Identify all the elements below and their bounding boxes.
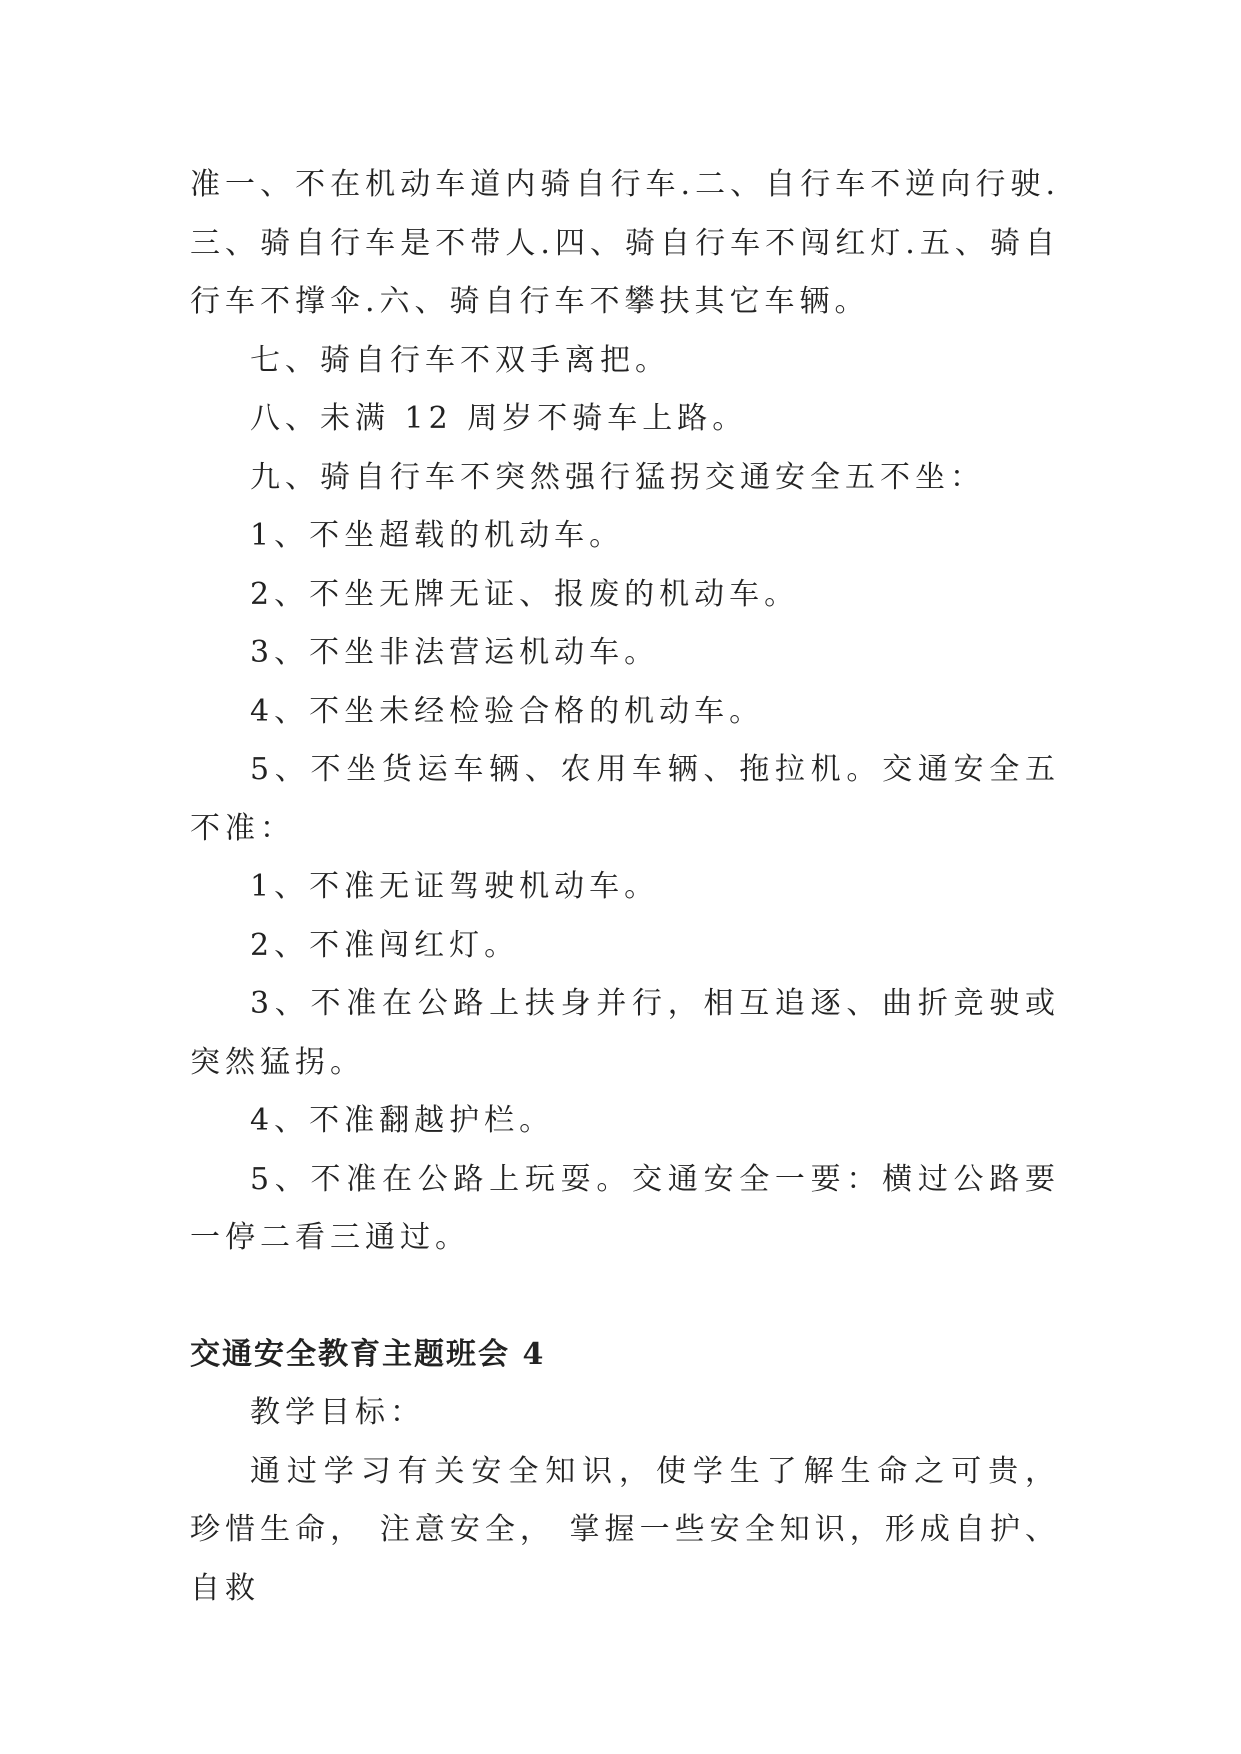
paragraph: 八、未满 12 周岁不骑车上路。 — [250, 401, 748, 436]
paragraph: 3、不坐非法营运机动车。 — [250, 635, 660, 670]
paragraph: 4、不坐未经检验合格的机动车。 — [250, 693, 765, 729]
paragraph: 3、不准在公路上扶身并行，相互追逐、曲折竞驶或突然猛拐。 — [190, 986, 1060, 1080]
document-body — [190, 156, 1060, 1618]
paragraph-group-rules — [190, 156, 1060, 1268]
paragraph: 2、不坐无牌无证、报废的机动车。 — [250, 576, 800, 612]
paragraph: 1、不准无证驾驶机动车。 — [250, 869, 660, 904]
paragraph: 七、骑自行车不双手离把。 — [250, 342, 670, 378]
paragraph: 教学目标： — [250, 1395, 425, 1430]
paragraph-group-lesson — [190, 1384, 1060, 1618]
paragraph: 5、不准在公路上玩耍。交通安全一要：横过公路要一停二看三通过。 — [190, 1161, 1060, 1255]
paragraph: 5、不坐货运车辆、农用车辆、拖拉机。交通安全五不准： — [190, 752, 1060, 846]
paragraph: 九、骑自行车不突然强行猛拐交通安全五不坐： — [250, 459, 985, 495]
paragraph: 1、不坐超载的机动车。 — [250, 518, 625, 553]
paragraph: 通过学习有关安全知识，使学生了解生命之可贵， 珍惜生命， 注意安全， 掌握一些安全知识，形成自护、自救 — [190, 1453, 1060, 1606]
paragraph: 准一、不在机动车道内骑自行车.二、自行车不逆向行驶.三、骑自行车是不带人.四、骑自行车不闯红灯.五、骑自行车不撑伞.六、骑自行车不攀扶其它车辆。 — [190, 167, 1060, 319]
paragraph: 4、不准翻越护栏。 — [250, 1103, 555, 1138]
section-title: 交通安全教育主题班会 4 — [190, 1336, 546, 1372]
paragraph: 2、不准闯红灯。 — [250, 927, 520, 963]
